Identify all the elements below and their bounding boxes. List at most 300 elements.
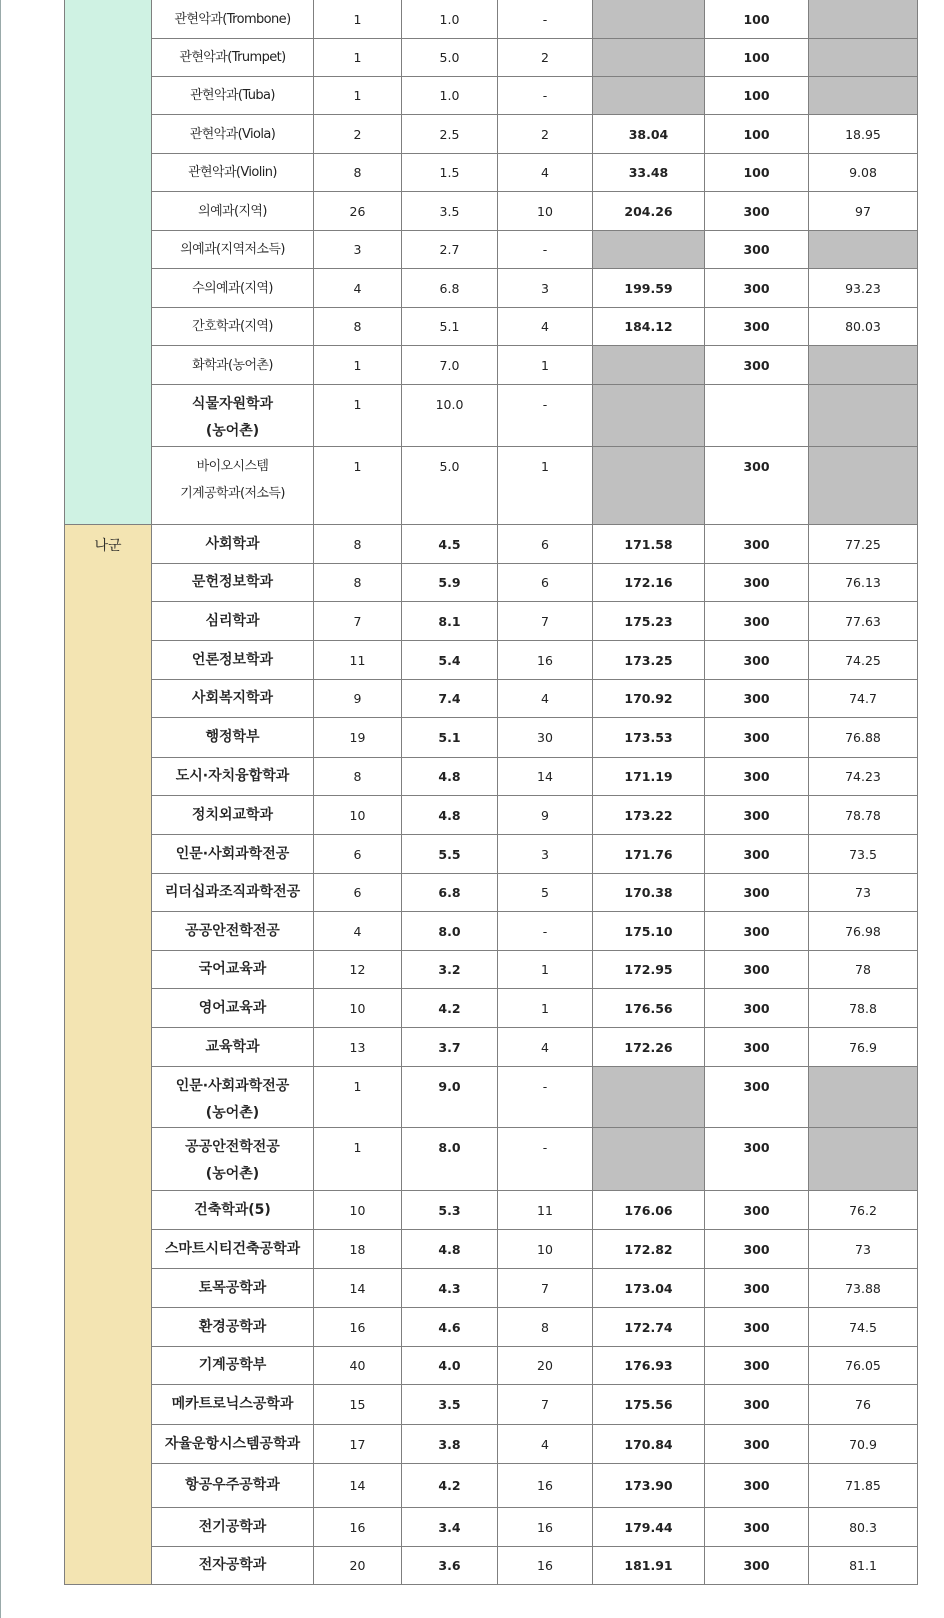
quota-cell-value: 2 — [353, 126, 362, 142]
quota-cell-value: 1 — [353, 357, 362, 373]
full-score-cell — [705, 1230, 809, 1269]
table-row — [64, 1547, 918, 1585]
competition-rate-cell-value: 4.0 — [438, 1358, 461, 1373]
department-name: 메카트로닉스공학과 — [171, 1396, 294, 1412]
department-cell — [152, 835, 314, 874]
department-cell — [152, 1191, 314, 1230]
competition-rate-cell — [402, 385, 498, 447]
table-row — [64, 1067, 918, 1128]
cutoff-score-cell — [593, 0, 705, 39]
department-cell — [152, 1425, 314, 1464]
cutoff-score-cell — [593, 758, 705, 796]
table-row — [64, 1347, 918, 1385]
competition-rate-cell — [402, 1269, 498, 1308]
cutoff-score-cell — [593, 1308, 705, 1347]
quota-cell — [314, 346, 402, 385]
cutoff-score-cell-value: 170.92 — [624, 691, 673, 706]
cutoff-score-cell — [593, 874, 705, 912]
full-score-cell-value: 300 — [743, 575, 770, 590]
department-name: 관현악과(Tuba) — [190, 88, 275, 103]
cutoff-score-cell — [593, 1425, 705, 1464]
converted-score-cell-value: 74.25 — [845, 652, 881, 668]
waitlist-cell — [498, 564, 593, 602]
waitlist-cell-value: 11 — [537, 1202, 553, 1218]
full-score-cell-value: 300 — [743, 242, 770, 257]
converted-score-cell-value: 76 — [855, 1397, 871, 1412]
converted-score-cell-value: 18.95 — [845, 126, 881, 142]
converted-score-cell — [809, 385, 918, 447]
department-name-line2: (농어촌) — [205, 423, 260, 439]
cutoff-score-cell-value: 172.74 — [624, 1319, 673, 1335]
full-score-cell — [705, 385, 809, 447]
competition-rate-cell — [402, 951, 498, 989]
competition-rate-cell-value: 9.0 — [438, 1079, 461, 1094]
waitlist-cell-value: 7 — [541, 613, 549, 629]
competition-rate-cell-value: 4.2 — [438, 1000, 461, 1016]
cutoff-score-cell — [593, 1028, 705, 1067]
full-score-cell — [705, 115, 809, 154]
converted-score-cell — [809, 447, 918, 525]
full-score-cell — [705, 680, 809, 718]
waitlist-cell-value: 3 — [541, 280, 549, 296]
competition-rate-cell — [402, 1425, 498, 1464]
converted-score-cell — [809, 874, 918, 912]
department-cell — [152, 1067, 314, 1128]
competition-rate-cell-value: 8.1 — [438, 613, 461, 629]
converted-score-cell — [809, 77, 918, 115]
quota-cell — [314, 1347, 402, 1385]
cutoff-score-cell-value: 175.56 — [624, 1397, 673, 1412]
quota-cell-value: 4 — [353, 280, 362, 296]
waitlist-cell — [498, 1230, 593, 1269]
competition-rate-cell-value: 6.8 — [439, 280, 460, 296]
competition-rate-cell-value: 8.0 — [438, 1140, 461, 1155]
waitlist-cell-value: 6 — [541, 536, 549, 552]
department-cell — [152, 385, 314, 447]
converted-score-cell-value: 76.2 — [849, 1202, 877, 1218]
full-score-cell — [705, 1067, 809, 1128]
full-score-cell-value: 300 — [743, 1140, 770, 1155]
cutoff-score-cell-value: 171.76 — [624, 846, 673, 862]
competition-rate-cell-value: 1.0 — [439, 11, 460, 27]
cutoff-score-cell — [593, 385, 705, 447]
quota-cell — [314, 1067, 402, 1128]
waitlist-cell — [498, 39, 593, 77]
converted-score-cell — [809, 1425, 918, 1464]
full-score-cell-value: 300 — [743, 769, 770, 784]
department-cell — [152, 718, 314, 758]
converted-score-cell — [809, 951, 918, 989]
full-score-cell — [705, 718, 809, 758]
department-cell — [152, 77, 314, 115]
full-score-cell-value: 300 — [743, 1079, 770, 1094]
department-name: 인문·사회과학전공 — [175, 845, 290, 862]
cutoff-score-cell — [593, 231, 705, 269]
cutoff-score-cell-value: 170.38 — [624, 885, 673, 900]
full-score-cell-value: 100 — [743, 88, 770, 103]
department-name: 언론정보학과 — [191, 651, 274, 668]
quota-cell-value: 1 — [353, 88, 362, 103]
competition-rate-cell — [402, 1128, 498, 1191]
converted-score-cell — [809, 1308, 918, 1347]
full-score-cell-value: 100 — [743, 165, 770, 180]
full-score-cell-value: 300 — [743, 962, 770, 977]
full-score-cell — [705, 0, 809, 39]
quota-cell — [314, 796, 402, 835]
converted-score-cell-value: 78.8 — [849, 1000, 877, 1016]
full-score-cell — [705, 796, 809, 835]
table-row — [64, 602, 918, 641]
competition-rate-cell-value: 3.2 — [438, 962, 461, 977]
full-score-cell-value: 300 — [743, 459, 770, 474]
competition-rate-cell — [402, 1464, 498, 1508]
quota-cell — [314, 1385, 402, 1425]
department-name: 토목공학과 — [198, 1279, 267, 1296]
cutoff-score-cell-value: 173.22 — [624, 807, 673, 823]
competition-rate-cell — [402, 874, 498, 912]
full-score-cell-value: 300 — [743, 1319, 770, 1335]
department-cell — [152, 1547, 314, 1585]
converted-score-cell — [809, 39, 918, 77]
competition-rate-cell-value: 1.0 — [439, 88, 460, 103]
competition-rate-cell — [402, 192, 498, 231]
department-name: 사회복지학과 — [191, 690, 274, 706]
waitlist-cell-value: 5 — [541, 885, 549, 900]
converted-score-cell-value: 77.25 — [845, 536, 881, 552]
department-cell — [152, 1347, 314, 1385]
cutoff-score-cell — [593, 1347, 705, 1385]
competition-rate-cell — [402, 1230, 498, 1269]
quota-cell-value: 14 — [349, 1478, 366, 1493]
quota-cell — [314, 447, 402, 525]
full-score-cell-value: 300 — [743, 1519, 770, 1535]
waitlist-cell — [498, 989, 593, 1028]
quota-cell — [314, 385, 402, 447]
full-score-cell-value: 300 — [743, 846, 770, 862]
competition-rate-cell — [402, 269, 498, 308]
competition-rate-cell — [402, 680, 498, 718]
competition-rate-cell — [402, 39, 498, 77]
waitlist-cell-value: 1 — [541, 357, 549, 373]
full-score-cell-value: 100 — [743, 126, 770, 142]
waitlist-cell-value: 30 — [537, 730, 553, 745]
waitlist-cell — [498, 641, 593, 680]
full-score-cell-value: 300 — [743, 807, 770, 823]
full-score-cell — [705, 1347, 809, 1385]
waitlist-cell — [498, 346, 593, 385]
department-cell — [152, 39, 314, 77]
converted-score-cell — [809, 115, 918, 154]
waitlist-cell-value: 8 — [541, 1319, 549, 1335]
converted-score-cell — [809, 0, 918, 39]
department-cell — [152, 758, 314, 796]
page-left-rule — [0, 0, 1, 1618]
converted-score-cell-value: 78 — [855, 962, 871, 977]
cutoff-score-cell-value: 199.59 — [624, 280, 673, 296]
competition-rate-cell — [402, 231, 498, 269]
cutoff-score-cell — [593, 308, 705, 346]
waitlist-cell — [498, 912, 593, 951]
quota-cell-value: 9 — [353, 691, 362, 706]
table-row — [64, 912, 918, 951]
table-row — [64, 308, 918, 346]
competition-rate-cell — [402, 718, 498, 758]
full-score-cell-value: 300 — [743, 613, 770, 629]
converted-score-cell — [809, 1347, 918, 1385]
competition-rate-cell-value: 5.0 — [439, 50, 460, 65]
quota-cell — [314, 1547, 402, 1585]
department-cell — [152, 1508, 314, 1547]
cutoff-score-cell — [593, 989, 705, 1028]
waitlist-cell-value: - — [542, 1140, 548, 1155]
quota-cell — [314, 1508, 402, 1547]
competition-rate-cell-value: 5.5 — [438, 846, 461, 862]
converted-score-cell-value: 81.1 — [849, 1558, 877, 1573]
converted-score-cell-value: 74.5 — [849, 1319, 877, 1335]
quota-cell — [314, 308, 402, 346]
table-row — [64, 0, 918, 39]
competition-rate-cell-value: 3.5 — [439, 203, 460, 219]
waitlist-cell-value: 2 — [541, 126, 549, 142]
table-row — [64, 385, 918, 447]
converted-score-cell — [809, 154, 918, 192]
converted-score-cell-value: 73.5 — [849, 846, 877, 862]
cutoff-score-cell-value: 170.84 — [624, 1436, 673, 1452]
cutoff-score-cell — [593, 77, 705, 115]
cutoff-score-cell — [593, 641, 705, 680]
department-name: 도시·자치융합학과 — [175, 768, 290, 784]
department-cell — [152, 951, 314, 989]
full-score-cell-value: 100 — [743, 50, 770, 65]
competition-rate-cell-value: 4.8 — [438, 769, 461, 784]
full-score-cell — [705, 874, 809, 912]
full-score-cell-value: 300 — [743, 1039, 770, 1055]
converted-score-cell-value: 71.85 — [845, 1478, 881, 1493]
competition-rate-cell-value: 6.8 — [438, 885, 461, 900]
full-score-cell — [705, 1128, 809, 1191]
quota-cell-value: 8 — [353, 575, 362, 590]
quota-cell-value: 16 — [349, 1319, 366, 1335]
cutoff-score-cell-value: 38.04 — [628, 126, 669, 142]
competition-rate-cell-value: 4.5 — [438, 536, 461, 552]
department-cell — [152, 1128, 314, 1191]
competition-rate-cell — [402, 602, 498, 641]
table-row — [64, 77, 918, 115]
full-score-cell — [705, 525, 809, 564]
department-cell — [152, 447, 314, 525]
waitlist-cell-value: 6 — [541, 575, 549, 590]
department-name: 환경공학과 — [198, 1318, 267, 1335]
quota-cell — [314, 951, 402, 989]
converted-score-cell — [809, 602, 918, 641]
department-cell — [152, 912, 314, 951]
department-name: 바이오시스템 — [196, 459, 269, 474]
department-name: 공공안전학전공 — [185, 922, 280, 939]
waitlist-cell — [498, 951, 593, 989]
converted-score-cell-value: 76.13 — [845, 575, 881, 590]
full-score-cell — [705, 308, 809, 346]
quota-cell-value: 40 — [349, 1358, 366, 1373]
department-cell — [152, 1308, 314, 1347]
waitlist-cell — [498, 385, 593, 447]
department-name: 전자공학과 — [198, 1557, 267, 1573]
waitlist-cell-value: 1 — [541, 459, 549, 474]
department-name: 화학과(농어촌) — [192, 357, 273, 373]
cutoff-score-cell-value: 171.58 — [624, 536, 673, 552]
cutoff-score-cell-value: 33.48 — [628, 165, 669, 180]
converted-score-cell-value: 78.78 — [845, 807, 881, 823]
converted-score-cell — [809, 231, 918, 269]
quota-cell — [314, 1269, 402, 1308]
quota-cell — [314, 874, 402, 912]
competition-rate-cell — [402, 77, 498, 115]
waitlist-cell — [498, 1464, 593, 1508]
full-score-cell — [705, 1464, 809, 1508]
converted-score-cell — [809, 641, 918, 680]
waitlist-cell — [498, 1269, 593, 1308]
competition-rate-cell-value: 2.5 — [439, 126, 460, 142]
competition-rate-cell — [402, 0, 498, 39]
table-row — [64, 1308, 918, 1347]
waitlist-cell — [498, 796, 593, 835]
competition-rate-cell-value: 3.4 — [438, 1519, 461, 1535]
waitlist-cell-value: 10 — [537, 1241, 553, 1257]
converted-score-cell — [809, 564, 918, 602]
full-score-cell-value: 300 — [743, 923, 770, 939]
converted-score-cell-value: 80.3 — [849, 1519, 877, 1535]
quota-cell — [314, 154, 402, 192]
cutoff-score-cell — [593, 1269, 705, 1308]
table-row — [64, 989, 918, 1028]
full-score-cell — [705, 1508, 809, 1547]
converted-score-cell — [809, 269, 918, 308]
department-cell — [152, 346, 314, 385]
waitlist-cell-value: 4 — [541, 691, 549, 706]
table-row — [64, 269, 918, 308]
competition-rate-cell — [402, 1308, 498, 1347]
competition-rate-cell-value: 4.8 — [438, 807, 461, 823]
quota-cell-value: 1 — [353, 11, 362, 27]
competition-rate-cell-value: 8.0 — [438, 923, 461, 939]
quota-cell-value: 1 — [353, 397, 362, 412]
cutoff-score-cell — [593, 1547, 705, 1585]
cutoff-score-cell — [593, 835, 705, 874]
cutoff-score-cell-value: 172.95 — [624, 962, 673, 977]
full-score-cell-value: 300 — [743, 1000, 770, 1016]
competition-rate-cell-value: 5.0 — [439, 459, 460, 474]
waitlist-cell-value: 4 — [541, 319, 549, 334]
table-row — [64, 231, 918, 269]
competition-rate-cell — [402, 1028, 498, 1067]
department-name: 의예과(지역저소득) — [180, 242, 285, 257]
full-score-cell — [705, 231, 809, 269]
department-cell — [152, 641, 314, 680]
department-cell — [152, 269, 314, 308]
converted-score-cell — [809, 1028, 918, 1067]
full-score-cell-value: 300 — [743, 280, 770, 296]
quota-cell-value: 8 — [353, 536, 362, 552]
department-name: 식물자원학과 — [191, 396, 274, 412]
cutoff-score-cell — [593, 525, 705, 564]
waitlist-cell — [498, 77, 593, 115]
quota-cell — [314, 192, 402, 231]
waitlist-cell — [498, 0, 593, 39]
waitlist-cell-value: - — [542, 397, 548, 412]
quota-cell-value: 15 — [349, 1397, 366, 1412]
department-name: 건축학과(5) — [194, 1201, 271, 1218]
department-cell — [152, 796, 314, 835]
waitlist-cell-value: 7 — [541, 1397, 549, 1412]
department-cell — [152, 989, 314, 1028]
waitlist-cell — [498, 758, 593, 796]
converted-score-cell-value: 77.63 — [845, 613, 881, 629]
converted-score-cell-value: 70.9 — [849, 1436, 877, 1452]
full-score-cell-value: 300 — [743, 357, 770, 373]
quota-cell-value: 8 — [353, 769, 362, 784]
competition-rate-cell-value: 4.3 — [438, 1280, 461, 1296]
quota-cell — [314, 835, 402, 874]
table-row — [64, 1269, 918, 1308]
quota-cell — [314, 1028, 402, 1067]
quota-cell — [314, 641, 402, 680]
competition-rate-cell-value: 5.9 — [438, 575, 461, 590]
full-score-cell-value: 300 — [743, 1280, 770, 1296]
waitlist-cell — [498, 874, 593, 912]
full-score-cell-value: 300 — [743, 730, 770, 745]
cutoff-score-cell — [593, 154, 705, 192]
competition-rate-cell-value: 5.3 — [438, 1202, 461, 1218]
full-score-cell — [705, 447, 809, 525]
quota-cell — [314, 989, 402, 1028]
full-score-cell-value: 100 — [743, 11, 770, 27]
competition-rate-cell — [402, 1547, 498, 1585]
department-name-line2: (농어촌) — [205, 1105, 260, 1121]
waitlist-cell — [498, 308, 593, 346]
waitlist-cell-value: - — [542, 11, 548, 27]
waitlist-cell — [498, 1128, 593, 1191]
waitlist-cell — [498, 1347, 593, 1385]
full-score-cell — [705, 1308, 809, 1347]
waitlist-cell-value: - — [542, 242, 548, 257]
department-name: 공공안전학전공 — [185, 1139, 280, 1155]
department-cell — [152, 154, 314, 192]
full-score-cell — [705, 1269, 809, 1308]
competition-rate-cell-value: 3.7 — [438, 1039, 461, 1055]
department-name: 기계공학부 — [198, 1357, 267, 1373]
cutoff-score-cell — [593, 447, 705, 525]
quota-cell — [314, 680, 402, 718]
converted-score-cell-value: 76.9 — [849, 1039, 877, 1055]
competition-rate-cell — [402, 115, 498, 154]
converted-score-cell-value: 76.88 — [845, 730, 881, 745]
waitlist-cell — [498, 269, 593, 308]
converted-score-cell — [809, 989, 918, 1028]
quota-cell — [314, 269, 402, 308]
competition-rate-cell-value: 4.6 — [438, 1319, 461, 1335]
full-score-cell-value: 300 — [743, 885, 770, 900]
department-name: 의예과(지역) — [198, 203, 267, 219]
department-name: 스마트시티건축공학과 — [164, 1240, 301, 1257]
waitlist-cell — [498, 1067, 593, 1128]
cutoff-score-cell-value: 176.06 — [624, 1202, 673, 1218]
converted-score-cell-value: 73 — [855, 885, 871, 900]
converted-score-cell-value: 76.05 — [845, 1358, 881, 1373]
waitlist-cell-value: - — [542, 923, 548, 939]
competition-rate-cell — [402, 154, 498, 192]
competition-rate-cell — [402, 308, 498, 346]
department-cell — [152, 1269, 314, 1308]
converted-score-cell — [809, 1464, 918, 1508]
